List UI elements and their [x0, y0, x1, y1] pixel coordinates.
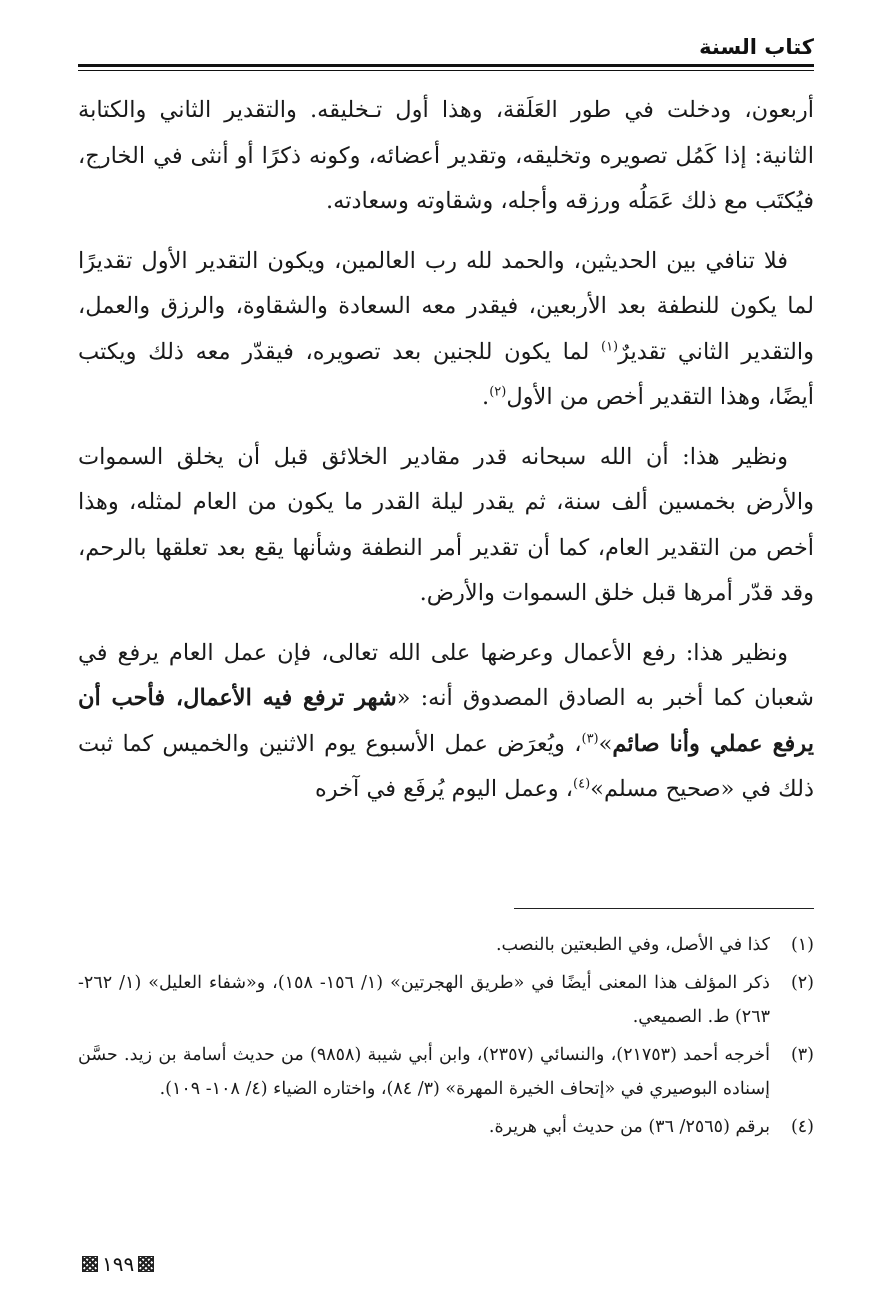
footnote-text: برقم (٢٥٦٥/ ٣٦) من حديث أبي هريرة.	[488, 1117, 770, 1137]
footnote-separator	[514, 908, 814, 909]
footnote-4	[78, 1110, 814, 1144]
footnote-2	[78, 966, 814, 1034]
paragraph-2	[78, 239, 814, 421]
paragraph-1-text: أربعون، ودخلت في طور العَلَقة، وهذا أول تـخليقه. والتقدير الثاني والكتابة الثانية: إذا كَمُل تصويره وتخليقه، وتقدير أعضائه، وكونه ذكرًا أو أنثى في الخارج، فيُكتَب مع ذلك عَمَلُه ورزقه وأجله، وشقاوته وسعادته.	[78, 97, 814, 214]
main-text	[78, 88, 814, 827]
paragraph-2-text-c: .	[482, 384, 490, 410]
footnote-number: (٣)	[790, 1045, 814, 1065]
page-number: ١٩٩	[102, 1252, 135, 1276]
paragraph-4	[78, 631, 814, 813]
footnote-text: كذا في الأصل، وفي الطبعتين بالنصب.	[495, 935, 770, 955]
footnote-1	[78, 928, 814, 962]
paragraph-4-text-c: ، ويُعرَض عمل الأسبوع يوم الاثنين والخميس كما ثبت ذلك في «صحيح مسلم»	[78, 730, 814, 802]
footnote-number: (٤)	[790, 1117, 814, 1137]
footnote-text: ذكر المؤلف هذا المعنى أيضًا في «طريق الهجرتين» (١/ ١٥٦- ١٥٨)، و«شفاء العليل» (١/ ٢٦٢- ٢٦٣) ط. الصميعي.	[78, 973, 770, 1027]
paragraph-2-text-b: لما يكون للجنين بعد تصويره، فيقدّر معه ذلك ويكتب أيضًا، وهذا التقدير أخص من الأول	[78, 338, 814, 410]
footnote-3	[78, 1038, 814, 1106]
paragraph-4-text-b: »	[598, 730, 613, 757]
paragraph-3-text: ونظير هذا: أن الله سبحانه قدر مقادير الخلائق قبل أن يخلق السموات والأرض بخمسين ألف سنة، ثم يقدر ليلة القدر ما يكون من العام لمثله، وهذا أخص من التقدير العام، كما أن تقدير أمر النطفة وشأنها يقع بعد تعلقها بالرحم، وقد قدّر أمرها قبل خلق السموات والأرض.	[78, 443, 814, 606]
running-header	[78, 30, 814, 60]
paragraph-3	[78, 435, 814, 617]
footnote-number: (٢)	[790, 973, 814, 993]
paragraph-4-text-d: ، وعمل اليوم يُرفَع في آخره	[314, 776, 574, 802]
footnotes	[78, 928, 814, 1148]
footnote-ref-1[interactable]: (١)	[600, 339, 619, 354]
header-rule-thin	[78, 70, 814, 71]
header-rule-thick	[78, 64, 814, 67]
footnote-number: (١)	[790, 935, 814, 955]
book-page	[78, 30, 814, 1276]
footnote-ref-3[interactable]: (٣)	[581, 731, 599, 746]
page-folio	[78, 1252, 158, 1276]
footnote-ref-4[interactable]: (٤)	[573, 776, 591, 792]
running-title: كتاب السنة	[699, 35, 814, 59]
footnote-ref-2[interactable]: (٢)	[489, 384, 507, 400]
arabesque-ornament-icon	[138, 1256, 154, 1272]
paragraph-1	[78, 88, 814, 225]
footnote-text: أخرجه أحمد (٢١٧٥٣)، والنسائي (٢٣٥٧)، وابن أبي شيبة (٩٨٥٨) من حديث أسامة بن زيد. حسَّن إسناده البوصيري في «إتحاف الخيرة المهرة» (٣/ ٨٤)، واختاره الضياء (٤/ ١٠٨- ١٠٩).	[78, 1045, 770, 1099]
paragraph-2-text-a: فلا تنافي بين الحديثين، والحمد لله رب العالمين، ويكون التقدير الأول تقديرًا لما يكون للنطفة بعد الأربعين، فيقدر معه السعادة والشقاوة، والرزق والعمل، والتقدير الثاني تقديرٌ	[78, 247, 814, 365]
paragraph-4-text-a: ونظير هذا: رفع الأعمال وعرضها على الله تعالى، فإن عمل العام يرفع في شعبان كما أخبر به الصادق المصدوق أنه: «	[78, 639, 814, 711]
arabesque-ornament-icon	[82, 1256, 98, 1272]
hadith-quote: شهر ترفع فيه الأعمال، فأحب أن يرفع عملي وأنا صائم	[78, 685, 814, 757]
